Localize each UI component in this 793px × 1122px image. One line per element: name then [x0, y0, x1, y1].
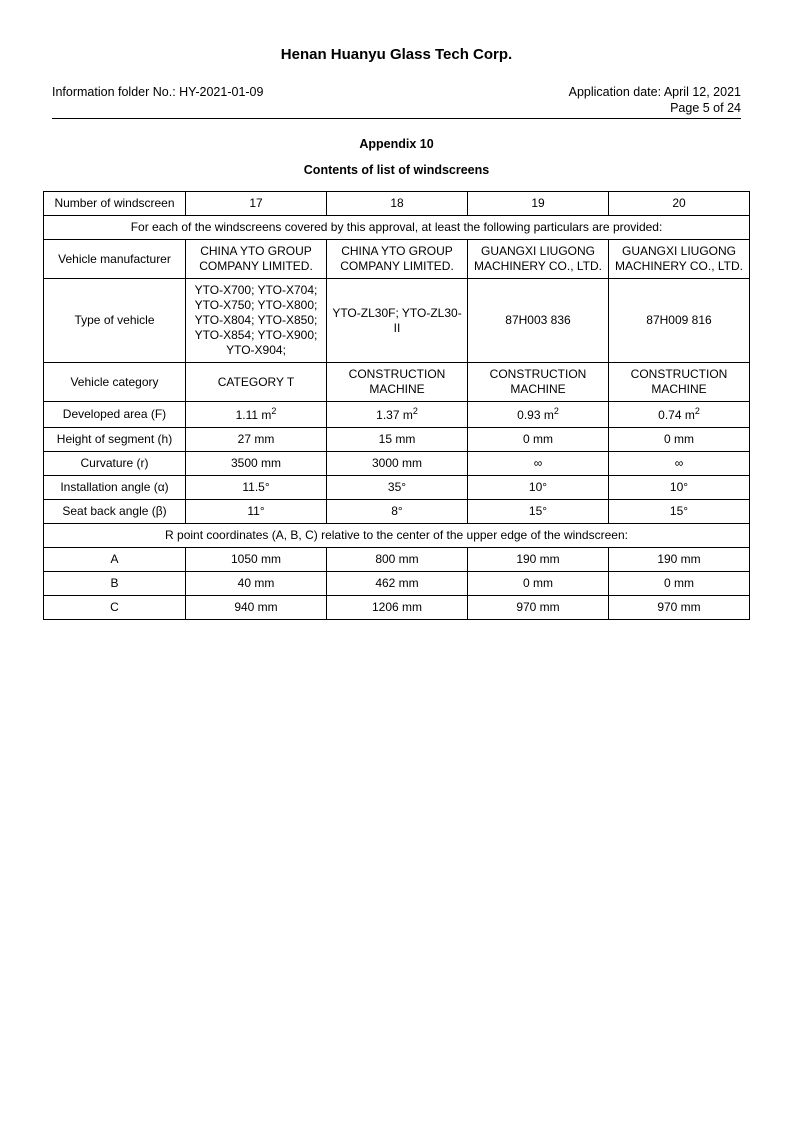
cell-seat-back-angle-1: 11°: [186, 500, 327, 524]
row-label-b: B: [44, 572, 186, 596]
cell-c-2: 1206 mm: [327, 596, 468, 620]
cell-installation-angle-3: 10°: [468, 476, 609, 500]
cell-category-2: CONSTRUCTION MACHINE: [327, 363, 468, 402]
cell-a-2: 800 mm: [327, 548, 468, 572]
table-row: [44, 192, 750, 216]
row-label-category: Vehicle category: [44, 363, 186, 402]
cell-number-3: 19: [468, 192, 609, 216]
appendix-subtitle: Contents of list of windscreens: [303, 163, 490, 178]
cell-b-2: 462 mm: [327, 572, 468, 596]
cell-c-3: 970 mm: [468, 596, 609, 620]
cell-developed-area-2: 1.37 $m^2$: [327, 402, 468, 428]
cell-type-4: 87H009 816: [609, 279, 750, 363]
cell-developed-area-3: 0.93 $m^2$: [468, 402, 609, 428]
row-label-c: C: [44, 596, 186, 620]
table-row: [44, 240, 750, 279]
row-label-curvature: Curvature (r): [44, 452, 186, 476]
row-label-developed-area: Developed area (F): [44, 402, 186, 428]
row-label-type: Type of vehicle: [44, 279, 186, 363]
cell-developed-area-4: 0.74 $m^2$: [609, 402, 750, 428]
table-row: [44, 279, 750, 363]
cell-seat-back-angle-2: 8°: [327, 500, 468, 524]
row-label-height-segment: Height of segment (h): [44, 428, 186, 452]
cell-installation-angle-4: 10°: [609, 476, 750, 500]
row-label-installation-angle: Installation angle (α): [44, 476, 186, 500]
table-row: [44, 596, 750, 620]
cell-manufacturer-2: CHINA YTO GROUP COMPANY LIMITED.: [327, 240, 468, 279]
table-row: [44, 402, 750, 428]
cell-type-1: YTO-X700; YTO-X704; YTO-X750; YTO-X800; YTO-X804; YTO-X850; YTO-X854; YTO-X900; YTO-X904;: [186, 279, 327, 363]
row-label-seat-back-angle: Seat back angle (β): [44, 500, 186, 524]
particulars-note: For each of the windscreens covered by this approval, at least the following particulars are provided:: [44, 216, 750, 240]
header-divider: [52, 118, 741, 119]
cell-manufacturer-3: GUANGXI LIUGONG MACHINERY CO., LTD.: [468, 240, 609, 279]
cell-b-3: 0 mm: [468, 572, 609, 596]
row-label-number: Number of windscreen: [44, 192, 186, 216]
cell-seat-back-angle-4: 15°: [609, 500, 750, 524]
cell-curvature-4: ∞: [609, 452, 750, 476]
cell-c-1: 940 mm: [186, 596, 327, 620]
cell-a-3: 190 mm: [468, 548, 609, 572]
cell-type-2: YTO-ZL30F; YTO-ZL30-II: [327, 279, 468, 363]
application-date: Application date: April 12, 2021: [568, 85, 741, 99]
cell-category-1: CATEGORY T: [186, 363, 327, 402]
row-label-manufacturer: Vehicle manufacturer: [44, 240, 186, 279]
cell-b-4: 0 mm: [609, 572, 750, 596]
cell-manufacturer-1: CHINA YTO GROUP COMPANY LIMITED.: [186, 240, 327, 279]
page-number: Page 5 of 24: [670, 100, 741, 115]
table-row: [44, 363, 750, 402]
cell-c-4: 970 mm: [609, 596, 750, 620]
cell-installation-angle-1: 11.5°: [186, 476, 327, 500]
cell-curvature-2: 3000 mm: [327, 452, 468, 476]
cell-a-4: 190 mm: [609, 548, 750, 572]
table-row: [44, 548, 750, 572]
cell-a-1: 1050 mm: [186, 548, 327, 572]
information-folder-number: Information folder No.: HY-2021-01-09: [52, 85, 264, 99]
table-row: [44, 572, 750, 596]
header-right-block: [569, 85, 741, 116]
cell-height-segment-4: 0 mm: [609, 428, 750, 452]
cell-height-segment-2: 15 mm: [327, 428, 468, 452]
cell-seat-back-angle-3: 15°: [468, 500, 609, 524]
table-row: [44, 500, 750, 524]
cell-curvature-3: ∞: [468, 452, 609, 476]
table-row: [44, 476, 750, 500]
appendix-title: Appendix 10: [359, 137, 434, 152]
cell-b-1: 40 mm: [186, 572, 327, 596]
page-title: Henan Huanyu Glass Tech Corp.: [280, 46, 513, 63]
cell-height-segment-1: 27 mm: [186, 428, 327, 452]
table-row: [44, 428, 750, 452]
table-row: [44, 524, 750, 548]
cell-developed-area-1: 1.11 $m^2$: [186, 402, 327, 428]
cell-height-segment-3: 0 mm: [468, 428, 609, 452]
row-label-a: A: [44, 548, 186, 572]
cell-number-1: 17: [186, 192, 327, 216]
cell-type-3: 87H003 836: [468, 279, 609, 363]
cell-installation-angle-2: 35°: [327, 476, 468, 500]
cell-category-4: CONSTRUCTION MACHINE: [609, 363, 750, 402]
cell-manufacturer-4: GUANGXI LIUGONG MACHINERY CO., LTD.: [609, 240, 750, 279]
cell-number-4: 20: [609, 192, 750, 216]
document-header: [0, 85, 793, 116]
cell-curvature-1: 3500 mm: [186, 452, 327, 476]
table-row: [44, 452, 750, 476]
r-point-note: R point coordinates (A, B, C) relative to the center of the upper edge of the windscreen:: [44, 524, 750, 548]
windscreen-table: [43, 191, 750, 620]
cell-number-2: 18: [327, 192, 468, 216]
cell-category-3: CONSTRUCTION MACHINE: [468, 363, 609, 402]
table-row: [44, 216, 750, 240]
